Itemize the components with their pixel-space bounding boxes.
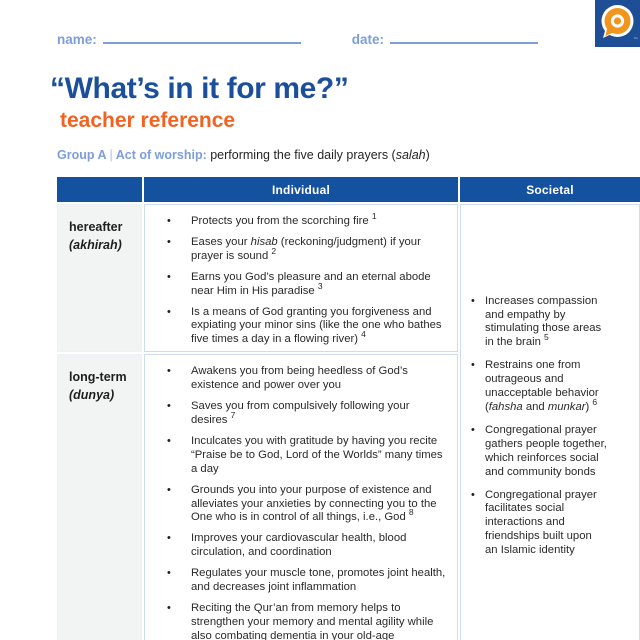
table-header-row [57,177,640,202]
page-subtitle: teacher reference [60,109,236,132]
bullet-item: • Increases compassion and empathy by stimulating those areas in the brain $^5$ [471,295,609,351]
bullet-item: • Congregational prayer gathers people together, which reinforces social and community bonds [471,424,609,480]
group-act-line [57,148,640,162]
bullet-item: • Inculcates you with gratitude by having you recite “Praise be to God, Lord of the Worlds” many times a day [151,435,453,477]
cell-societal [460,204,640,640]
svg-text:™: ™ [633,36,638,41]
bullet-item: • Earns you God’s pleasure and an eternal abode near Him in His paradise $^3$ [151,271,453,299]
group-label: Group A [57,148,107,162]
bullet-item: • Reciting the Qur’an from memory helps to strengthen your memory and mental agility while also combating dementia in your old-age [151,602,453,640]
bullet-item: • Regulates your muscle tone, promotes joint health, and decreases joint inflammation [151,567,453,595]
name-date-row [0,0,640,47]
name-input-line[interactable] [103,33,301,44]
header-cell-empty [57,177,142,202]
act-of-worship-label: Act of worship: [115,148,207,162]
bullet-item: • Improves your cardiovascular health, blood circulation, and coordination [151,532,453,560]
cell-individual-longterm [144,354,458,640]
bullet-item: • Awakens you from being heedless of God’s existence and power over you [151,365,453,393]
bullet-item: • Is a means of God granting you forgiveness and expiating your minor sins (like the one who bathes five times a day in a flowing river) $^4$ [151,306,453,348]
bullet-item: • Restrains one from outrageous and unacceptable behavior (fahsha and munkar) $^6$ [471,359,609,415]
separator-bar: | [109,148,113,162]
row-label-text: long-term [69,370,127,385]
bullet-list [471,295,609,558]
row-label-text: hereafter [69,220,123,234]
bullet-item: • Protects you from the scorching fire $^1$ [151,215,453,229]
bullet-list [151,365,453,640]
header-cell-societal: Societal [460,177,640,202]
row-label-longterm [57,354,142,640]
q-logo-icon [595,0,640,47]
bullet-item: • Saves you from compulsively following your desires $^7$ [151,400,453,428]
cell-individual-hereafter [144,204,458,352]
date-label: date: [351,32,385,47]
bullet-item: • Congregational prayer facilitates social interactions and friendships built upon an Islamic identity [471,489,609,559]
bullet-item: • Grounds you into your purpose of existence and alleviates your anxieties by connecting you to the One who is in control of all things, i.e., God $^8$ [151,484,453,526]
act-of-worship-text: performing the five daily prayers (salah) [206,148,430,162]
header-cell-individual: Individual [144,177,458,202]
row-label-hereafter [57,204,142,352]
page-title: “What’s in it for me?” [50,72,349,105]
date-input-line[interactable] [390,33,538,44]
row-label-sub: (akhirah) [69,238,122,252]
bullet-item: • Eases your hisab (reckoning/judgment) if your prayer is sound $^2$ [151,236,453,264]
bullet-list [151,211,453,347]
row-label-sub: (dunya) [69,388,115,403]
table-row-hereafter [57,204,640,352]
reference-table [55,175,640,640]
name-label: name: [57,32,97,47]
